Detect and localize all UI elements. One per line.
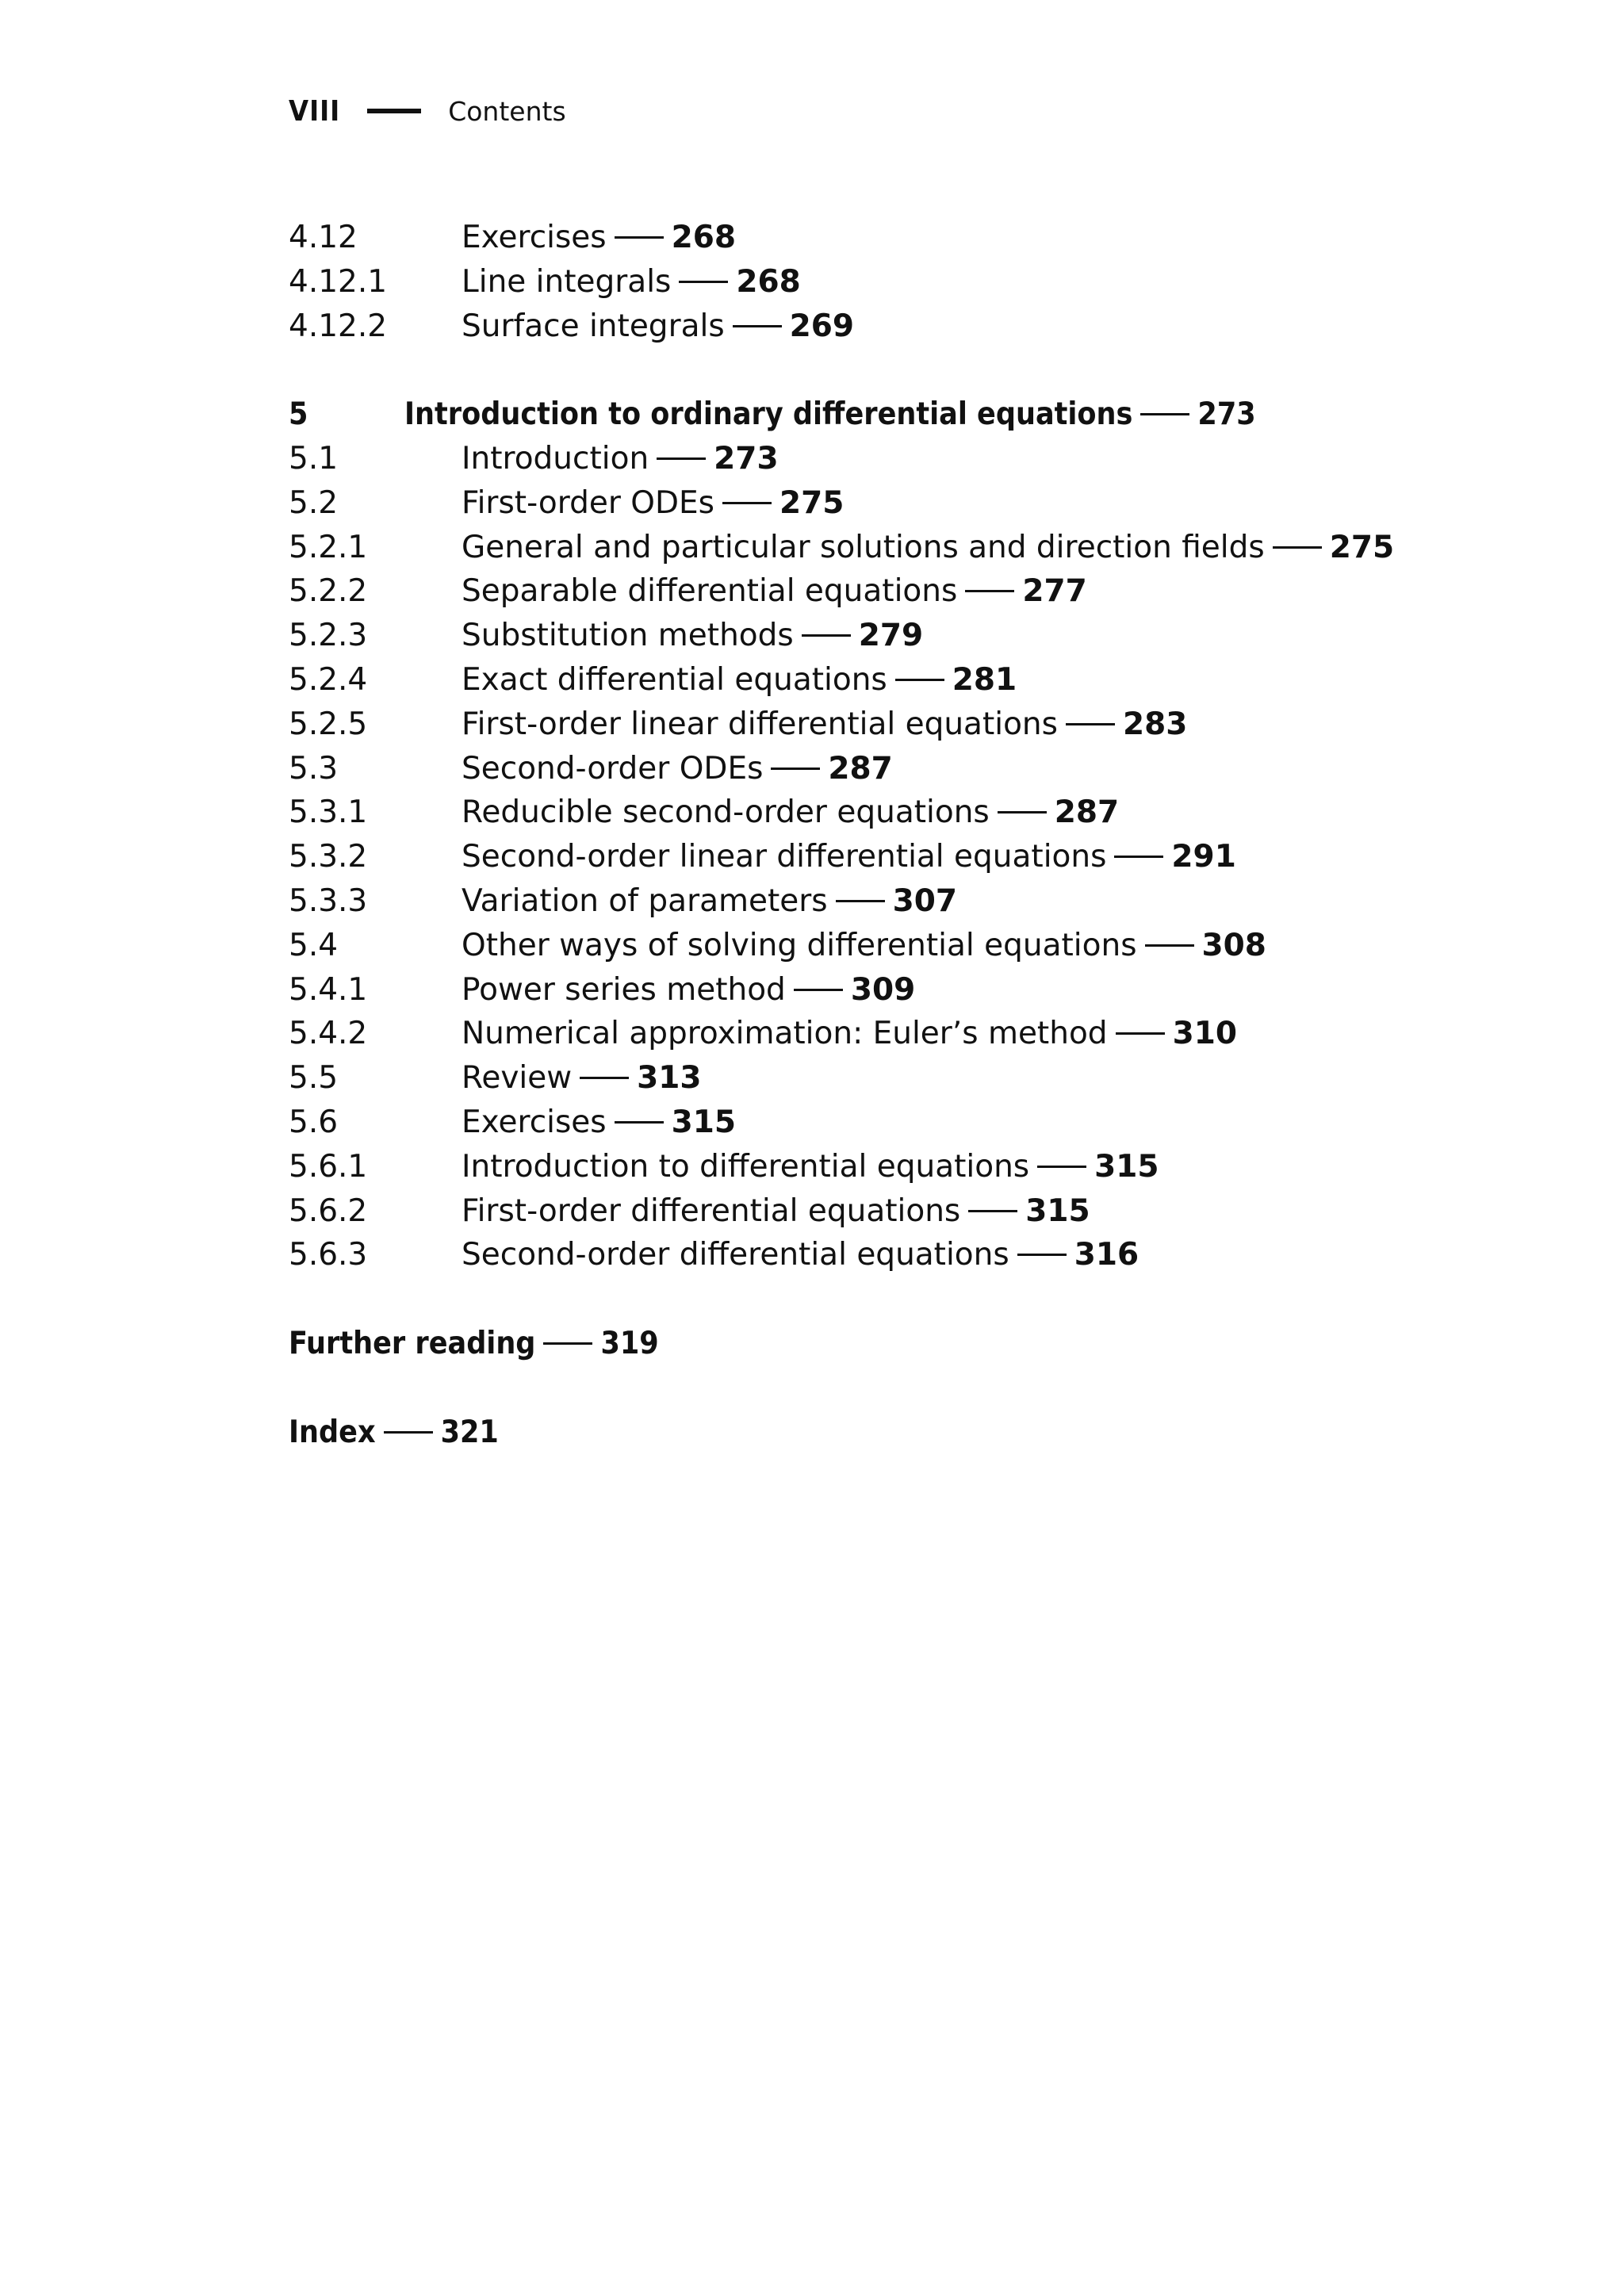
toc-entry-title-group: [462, 260, 801, 304]
toc-entry[interactable]: [289, 216, 1573, 260]
toc-entry-title: Numerical approximation: Euler’s method: [462, 1016, 1108, 1052]
toc-entry-title-group: [289, 1411, 499, 1455]
toc-entry-title: First-order linear differential equations: [462, 706, 1058, 742]
toc-entry-title: Variation of parameters: [462, 882, 828, 919]
toc-entry-title-group: [462, 569, 1087, 614]
toc-page-number: 279: [858, 618, 924, 654]
toc-entry[interactable]: [289, 437, 1573, 481]
toc-spacer: [289, 348, 1573, 392]
toc-entry-title-group: [462, 924, 1266, 968]
toc-entry-title-group: [462, 747, 893, 791]
toc-entry-title-group: [462, 1101, 736, 1145]
toc-leader-dash: [836, 900, 885, 902]
table-of-contents: [289, 216, 1573, 1454]
toc-entry[interactable]: [289, 1056, 1573, 1101]
toc-page-number: 277: [1022, 573, 1087, 610]
toc-entry-title-group: [462, 1189, 1090, 1234]
toc-page-number: 275: [1329, 529, 1395, 565]
toc-entry[interactable]: [289, 304, 1573, 349]
toc-entry-title: Substitution methods: [462, 618, 794, 654]
toc-backmatter-entry[interactable]: [289, 1322, 1573, 1366]
toc-entry-title: First-order differential equations: [462, 1192, 961, 1229]
toc-entry[interactable]: [289, 1101, 1573, 1145]
toc-entry-title-group: [462, 790, 1119, 835]
toc-entry[interactable]: [289, 1012, 1573, 1056]
toc-entry-title-group: [462, 1145, 1159, 1189]
toc-leader-dash: [968, 1210, 1017, 1212]
toc-entry-title-group: [462, 481, 844, 526]
toc-entry-title: Introduction to differential equations: [462, 1148, 1030, 1185]
toc-entry[interactable]: [289, 260, 1573, 304]
toc-entry[interactable]: [289, 879, 1573, 924]
toc-leader-dash: [615, 236, 664, 239]
toc-page-number: 309: [850, 971, 916, 1008]
toc-page-number: 268: [736, 263, 801, 300]
toc-entry-title-group: [462, 835, 1236, 879]
toc-entry-title-group: [462, 1233, 1139, 1277]
toc-page-number: 273: [1197, 396, 1256, 433]
toc-entry-number: 5.1: [289, 440, 339, 477]
running-head: [289, 89, 566, 133]
toc-entry-number: 5.3.1: [289, 794, 368, 831]
toc-leader-dash: [802, 634, 851, 637]
toc-leader-dash: [1116, 1032, 1165, 1035]
toc-entry-title: Reducible second-order equations: [462, 794, 990, 831]
toc-entry-title-group: [462, 526, 1394, 570]
toc-leader-dash: [1114, 856, 1163, 858]
toc-entry-title-group: [462, 304, 854, 349]
toc-page-number: 307: [892, 882, 958, 919]
toc-entry-title: Second-order linear differential equations: [462, 839, 1107, 875]
toc-entry-title-group: [462, 437, 779, 481]
toc-entry-title: Introduction: [462, 440, 649, 477]
toc-chapter-entry[interactable]: [289, 392, 1573, 437]
toc-entry-number: 5.2: [289, 484, 339, 521]
toc-page-number: 316: [1074, 1237, 1139, 1273]
toc-entry-number: 5.4.2: [289, 1016, 368, 1052]
toc-entry-number: 4.12: [289, 220, 358, 255]
toc-leader-dash: [895, 679, 944, 681]
toc-entry[interactable]: [289, 1233, 1573, 1277]
toc-leader-dash: [998, 811, 1047, 813]
toc-entry-title: General and particular solutions and direction fields: [462, 529, 1265, 565]
toc-page-number: 315: [1094, 1148, 1159, 1185]
toc-entry-number: 5.2.5: [289, 706, 368, 742]
toc-entry-title-group: [404, 392, 1256, 437]
toc-entry[interactable]: [289, 790, 1573, 835]
toc-entry[interactable]: [289, 747, 1573, 791]
toc-page-number: 268: [671, 220, 737, 255]
toc-entry-title: Exercises: [462, 1104, 607, 1140]
toc-entry-number: 5.5: [289, 1060, 339, 1097]
toc-entry-title: Exact differential equations: [462, 661, 887, 698]
toc-page-number: 287: [1054, 794, 1120, 831]
toc-leader-dash: [1017, 1254, 1067, 1256]
toc-entry-number: 5.6.3: [289, 1237, 368, 1273]
toc-entry-number: 4.12.1: [289, 263, 388, 300]
toc-entry-number: 5.6.2: [289, 1192, 368, 1229]
toc-entry-title: Second-order differential equations: [462, 1237, 1009, 1273]
toc-entry-title: Review: [462, 1060, 573, 1097]
toc-entry-number: 4.12.2: [289, 308, 388, 344]
toc-entry-number: 5.2.2: [289, 573, 368, 610]
toc-leader-dash: [615, 1121, 664, 1124]
toc-entry[interactable]: [289, 481, 1573, 526]
toc-leader-dash: [1145, 944, 1194, 947]
toc-page-number: 275: [779, 484, 845, 521]
toc-entry-number: 5.2.1: [289, 529, 368, 565]
toc-page-number: 313: [637, 1060, 702, 1097]
toc-entry-number: 5: [289, 396, 308, 433]
toc-page-number: 310: [1172, 1016, 1237, 1052]
toc-entry-title-group: [462, 1056, 702, 1101]
toc-entry-title-group: [462, 702, 1187, 747]
toc-entry-title: Exercises: [462, 220, 607, 255]
toc-page-number: 291: [1171, 839, 1236, 875]
toc-leader-dash: [965, 590, 1014, 592]
toc-entry-title: Index: [289, 1414, 376, 1450]
toc-entry[interactable]: [289, 924, 1573, 968]
toc-entry[interactable]: [289, 968, 1573, 1013]
toc-entry-number: 5.6: [289, 1104, 339, 1140]
toc-entry-number: 5.4: [289, 927, 339, 963]
toc-leader-dash: [1037, 1166, 1086, 1168]
toc-entry-title: First-order ODEs: [462, 484, 714, 521]
toc-entry-title: Further reading: [289, 1325, 536, 1361]
page-number: VIII: [289, 94, 341, 128]
toc-leader-dash: [657, 457, 706, 460]
toc-leader-dash: [384, 1431, 433, 1434]
toc-leader-dash: [794, 989, 843, 991]
toc-backmatter-entry[interactable]: [289, 1411, 1573, 1455]
toc-entry-title: Separable differential equations: [462, 573, 958, 610]
toc-entry-title: Other ways of solving differential equations: [462, 927, 1137, 963]
toc-leader-dash: [543, 1342, 592, 1345]
toc-entry-title-group: [462, 1012, 1237, 1056]
toc-entry-title-group: [462, 614, 923, 658]
toc-entry[interactable]: [289, 614, 1573, 658]
running-title: Contents: [448, 95, 566, 127]
toc-entry-number: 5.2.4: [289, 661, 368, 698]
toc-leader-dash: [733, 325, 782, 327]
toc-entry-title-group: [462, 968, 915, 1013]
toc-spacer: [289, 1277, 1573, 1322]
toc-entry-number: 5.3.2: [289, 839, 368, 875]
toc-page-number: 308: [1201, 927, 1266, 963]
toc-entry-title-group: [462, 216, 736, 260]
toc-page-number: 283: [1122, 706, 1188, 742]
toc-spacer: [289, 1366, 1573, 1411]
toc-leader-dash: [1273, 546, 1322, 549]
toc-entry-number: 5.3.3: [289, 882, 368, 919]
toc-leader-dash: [722, 502, 772, 504]
toc-page-number: 319: [600, 1325, 659, 1361]
toc-leader-dash: [1140, 413, 1189, 415]
toc-entry-number: 5.3: [289, 750, 339, 787]
toc-entry-number: 5.2.3: [289, 618, 368, 654]
toc-entry[interactable]: [289, 1145, 1573, 1189]
toc-page-number: 321: [440, 1414, 499, 1450]
toc-entry[interactable]: [289, 835, 1573, 879]
toc-entry-title: Introduction to ordinary differential equations: [404, 396, 1133, 433]
toc-entry-title: Line integrals: [462, 263, 672, 300]
toc-entry[interactable]: [289, 658, 1573, 702]
toc-leader-dash: [679, 281, 728, 283]
toc-entry[interactable]: [289, 569, 1573, 614]
toc-entry-title: Surface integrals: [462, 308, 725, 344]
toc-page-number: 269: [789, 308, 855, 344]
toc-page-number: 315: [671, 1104, 737, 1140]
toc-page-number: 273: [714, 440, 779, 477]
toc-entry-title-group: [462, 658, 1017, 702]
toc-entry[interactable]: [289, 526, 1573, 570]
toc-leader-dash: [771, 768, 820, 770]
toc-page-number: 287: [828, 750, 893, 787]
toc-entry-number: 5.4.1: [289, 971, 368, 1008]
toc-entry-title: Second-order ODEs: [462, 750, 764, 787]
header-rule: [367, 109, 421, 113]
toc-entry-title-group: [289, 1322, 659, 1366]
toc-entry-title: Power series method: [462, 971, 786, 1008]
toc-leader-dash: [1066, 723, 1115, 725]
toc-page-number: 315: [1025, 1192, 1090, 1229]
toc-entry-number: 5.6.1: [289, 1148, 368, 1185]
toc-entry-title-group: [462, 879, 957, 924]
toc-leader-dash: [580, 1077, 629, 1079]
toc-entry[interactable]: [289, 702, 1573, 747]
toc-page-number: 281: [952, 661, 1017, 698]
toc-entry[interactable]: [289, 1189, 1573, 1234]
